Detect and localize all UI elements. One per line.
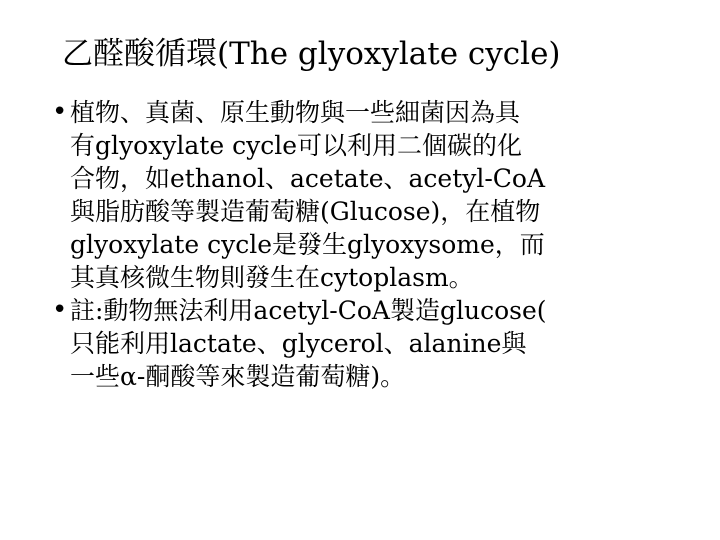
bullet-1-line-2: 有glyoxylate cycle可以利用二個碳的化 xyxy=(70,131,523,160)
bullet-1-line-4: 與脂肪酸等製造葡萄糖(Glucose)，在植物 xyxy=(70,197,541,226)
bullet-2-line-2: 只能利用lactate、glycerol、alanine與 xyxy=(70,329,527,358)
bullet-2-line-1: 註:動物無法利用acetyl-CoA製造glucose( xyxy=(70,296,547,325)
bullet-dot-icon: • xyxy=(52,97,68,127)
bullet-2-line-3: 一些α-酮酸等來製造葡萄糖)。 xyxy=(70,362,406,391)
bullet-1-line-6: 其真核微生物則發生在cytoplasm。 xyxy=(70,263,474,292)
bullet-list xyxy=(48,96,688,393)
bullet-dot-icon: • xyxy=(52,295,68,325)
bullet-item-1 xyxy=(48,96,688,294)
bullet-1-line-3: 合物，如ethanol、acetate、acetyl-CoA xyxy=(70,164,546,193)
bullet-1-line-5: glyoxylate cycle是發生glyoxysome，而 xyxy=(70,230,545,259)
slide-title: 乙醛酸循環(The glyoxylate cycle) xyxy=(62,36,561,72)
bullet-1-line-1: 植物、真菌、原生動物與一些細菌因為具 xyxy=(70,98,521,127)
bullet-item-2 xyxy=(48,294,688,393)
